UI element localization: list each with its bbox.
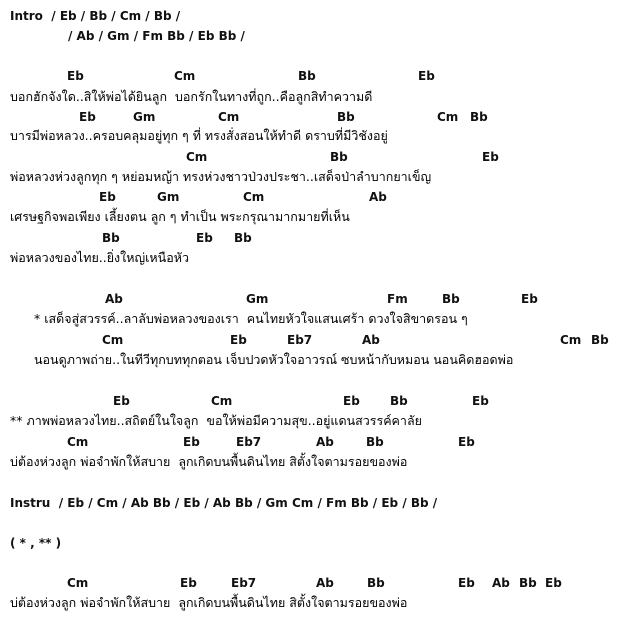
chord: Bb — [234, 231, 252, 245]
chord: Eb — [545, 576, 562, 590]
instrumental-line: Instru / Eb / Cm / Ab Bb / Eb / Ab Bb / Gm Cm / Fm Bb / Eb / Bb / — [10, 496, 438, 510]
lyric-line: นอนดูภาพถ่าย..ในทีวีทุกบททุกตอน เจ็บปวดหัวใจอาวรณ์ ซบหน้ากับหมอน นอนคิดฮอดพ่อ — [34, 352, 514, 367]
chord: Eb — [458, 576, 475, 590]
chord: Cm — [211, 394, 233, 408]
lyric-line: เศรษฐกิจพอเพียง เลี้ยงตน ลูก ๆ ทำเป็น พระกรุณามากมายที่เห็น — [10, 209, 350, 224]
intro-line-2: / Ab / Gm / Fm Bb / Eb Bb / — [68, 29, 245, 43]
chord: Cm — [102, 333, 124, 347]
chord: Ab — [316, 435, 334, 449]
chord: Eb7 — [231, 576, 257, 590]
chord: Eb7 — [287, 333, 313, 347]
chord: Ab — [492, 576, 510, 590]
chord: Gm — [157, 190, 180, 204]
chord: Bb — [102, 231, 120, 245]
chord: Cm — [186, 150, 208, 164]
chord: Bb — [298, 69, 316, 83]
chord: Eb — [99, 190, 116, 204]
chord: Bb — [519, 576, 537, 590]
chord: Ab — [316, 576, 334, 590]
chord: Bb — [366, 435, 384, 449]
chord: Ab — [369, 190, 387, 204]
chord: Bb — [442, 292, 460, 306]
chord: Eb — [67, 69, 84, 83]
chord: Bb — [470, 110, 488, 124]
chord: Bb — [330, 150, 348, 164]
lyric-line: บอกฮักจังใด..สิให้พ่อได้ยินลูก บอกรักในทางที่ถูก..คือลูกสิทำความดี — [10, 89, 373, 104]
lyric-line: พ่อหลวงของไทย..ยิ่งใหญ่เหนือหัว — [10, 250, 189, 265]
chord: Eb — [418, 69, 435, 83]
repeat-marker: ( * , ** ) — [10, 536, 62, 550]
chord: Cm — [174, 69, 196, 83]
chord: Cm — [67, 435, 89, 449]
chord: Eb — [113, 394, 130, 408]
chord: Bb — [367, 576, 385, 590]
chord: Cm — [560, 333, 582, 347]
lyric-line: บารมีพ่อหลวง..ครอบคลุมอยู่ทุก ๆ ที่ ทรงสั่งสอนให้ทำดี ดราบที่มีวิชังอยู่ — [10, 128, 388, 143]
chord: Eb — [343, 394, 360, 408]
chord: Bb — [591, 333, 609, 347]
chord: Cm — [67, 576, 89, 590]
lyric-line: บ่ต้องห่วงลูก พ่อจำพักให้สบาย ลูกเกิดบนพื้นดินไทย สิตั้งใจตามรอยของพ่อ — [10, 454, 408, 469]
lyric-line: พ่อหลวงห่วงลูกทุก ๆ หย่อมหญ้า ทรงห่วงชาวป่วงประชา..เสด็จป่าลำบากยาเข็ญ — [10, 169, 432, 184]
chord: Ab — [105, 292, 123, 306]
chord: Cm — [437, 110, 459, 124]
intro-line-1: Intro / Eb / Bb / Cm / Bb / — [10, 9, 181, 23]
chord: Gm — [246, 292, 269, 306]
chord: Bb — [337, 110, 355, 124]
chord: Cm — [218, 110, 240, 124]
chord: Eb — [458, 435, 475, 449]
chord: Bb — [390, 394, 408, 408]
chord: Eb7 — [236, 435, 262, 449]
chord: Eb — [482, 150, 499, 164]
chord: Eb — [472, 394, 489, 408]
chord: Gm — [133, 110, 156, 124]
lyric-line: * เสด็จสู่สวรรค์..ลาลับพ่อหลวงของเรา คนไทยหัวใจแสนเศร้า ดวงใจสิขาดรอน ๆ — [34, 311, 468, 326]
chord: Eb — [183, 435, 200, 449]
chord: Eb — [79, 110, 96, 124]
chord: Fm — [387, 292, 408, 306]
chord: Eb — [196, 231, 213, 245]
chord: Cm — [243, 190, 265, 204]
chord: Eb — [180, 576, 197, 590]
lyric-line: บ่ต้องห่วงลูก พ่อจำพักให้สบาย ลูกเกิดบนพื้นดินไทย สิตั้งใจตามรอยของพ่อ — [10, 595, 408, 610]
lyric-line: ** ภาพพ่อหลวงไทย..สถิตย์ในใจลูก ขอให้พ่อมีความสุข..อยู่แดนสวรรค์คาลัย — [10, 413, 422, 428]
chord: Ab — [362, 333, 380, 347]
chord: Eb — [230, 333, 247, 347]
chord: Eb — [521, 292, 538, 306]
